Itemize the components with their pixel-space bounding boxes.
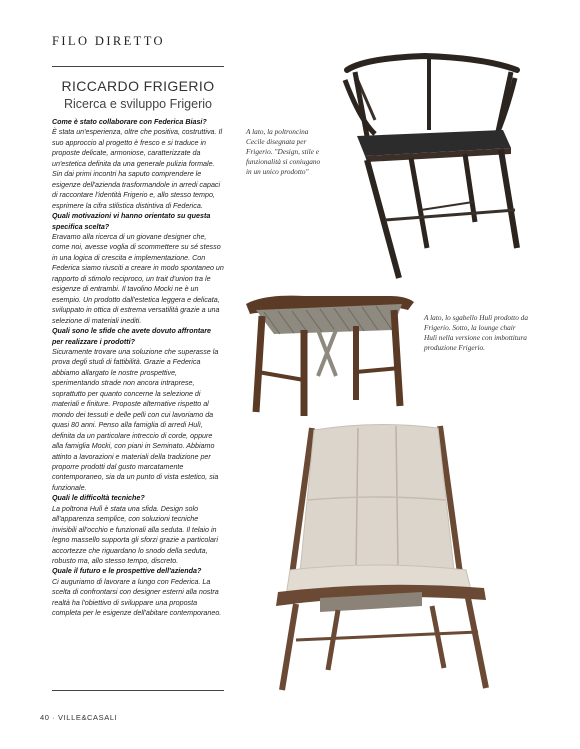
page-footer: 40 · VILLE&CASALI <box>40 713 118 722</box>
caption-stool: A lato, lo sgabello Hulì prodotto da Frigerio. Sotto, la lounge chair Hulì nella versione con imbottitura produzione Frigerio. <box>424 313 528 352</box>
interview-answer: La poltrona Hulì è stata una sfida. Design solo all'apparenza semplice, con soluzioni tecniche invisibili all'occhio e funzionali alla seduta. Il telaio in legno massello supporta gli sforzi grazie a particolari accortezze che riguardano lo snodo della seduta, robusto ma, allo stesso tempo, discreto. <box>52 504 218 566</box>
interview-question: Quali sono le sfide che avete dovuto affrontare per realizzare i prodotti? <box>52 327 211 346</box>
interview-question: Quale il futuro e le prospettive dell'azienda? <box>52 567 202 576</box>
interview-question: Quali le difficoltà tecniche? <box>52 494 145 503</box>
top-rule <box>52 66 224 67</box>
lounge-chair-photo <box>272 420 497 695</box>
bottom-rule <box>52 690 224 691</box>
interview-answer: È stata un'esperienza, oltre che positiva, costruttiva. Il suo approccio al progetto è fresco e si traduce in proposte delicate, armoniose, caratterizzate da un'estetica definita da una generale pulizia formale. Sin dai primi incontri ha saputo comprendere le esigenze dell'azienda trasformandole in arredi capaci di raccontare l'identità Frigerio e, allo stesso tempo, esprimere la cifra stilistica distintiva di Federica. <box>52 128 223 210</box>
caption-chair: A lato, la poltroncina Cecile disegnata per Frigerio. "Design, stile e funzionalità si coniugano in un unico prodotto" <box>246 127 321 176</box>
interview-answer: Eravamo alla ricerca di un giovane designer che, come noi, avesse voglia di scommettere su sé stesso in una logica di crescita e implementazione. Con Federica siamo riusciti a creare in modo spontaneo un rapporto di stimolo reciproco, un trait d'union tra le esigenze di entrambi. Il tavolino Mocki ne è un esempio. Un prodotto dall'estetica leggera e delicata, sviluppato in ottica di estrema versatilità grazie a una selezione di materiali inediti. <box>52 232 224 325</box>
author-name: RICCARDO FRIGERIO <box>61 78 215 94</box>
section-title: FILO DIRETTO <box>52 34 165 48</box>
interview-answer: Ci auguriamo di lavorare a lungo con Federica. La scelta di confrontarsi con designer esterni alla nostra realtà ha l'obiettivo di sviluppare una proposta completa per le esigenze dell'abitare contemporaneo. <box>52 577 222 618</box>
article-body <box>52 117 224 619</box>
author-role: Ricerca e sviluppo Frigerio <box>64 97 212 111</box>
interview-question: Quali motivazioni vi hanno orientato su questa specifica scelta? <box>52 212 211 231</box>
stool-photo <box>244 290 416 418</box>
interview-answer: Sicuramente trovare una soluzione che superasse la prova degli studi di fattibilità. Grazie a Federica abbiamo allargato le nostre prospettive, sperimentando strade non ancora intraprese, soprattutto per quanto concerne la selezione di materiali e finiture. Proposte alternative rispetto al mondo dei tessuti e delle pelli con cui lavoriamo da quasi 80 anni. Penso alla famiglia di arredi Hulì, definita da un particolare intreccio di corde, oppure alla famiglia Mocki, con piani in Seminato. Abbiamo attinto a lavorazioni e materiali della tradizione per proporre prodotti dal gusto marcatamente contemporaneo, sia da un punto di vista estetico, sia funzionale. <box>52 347 219 492</box>
chair-photo <box>325 50 525 280</box>
interview-question: Come è stato collaborare con Federica Biasi? <box>52 118 207 126</box>
